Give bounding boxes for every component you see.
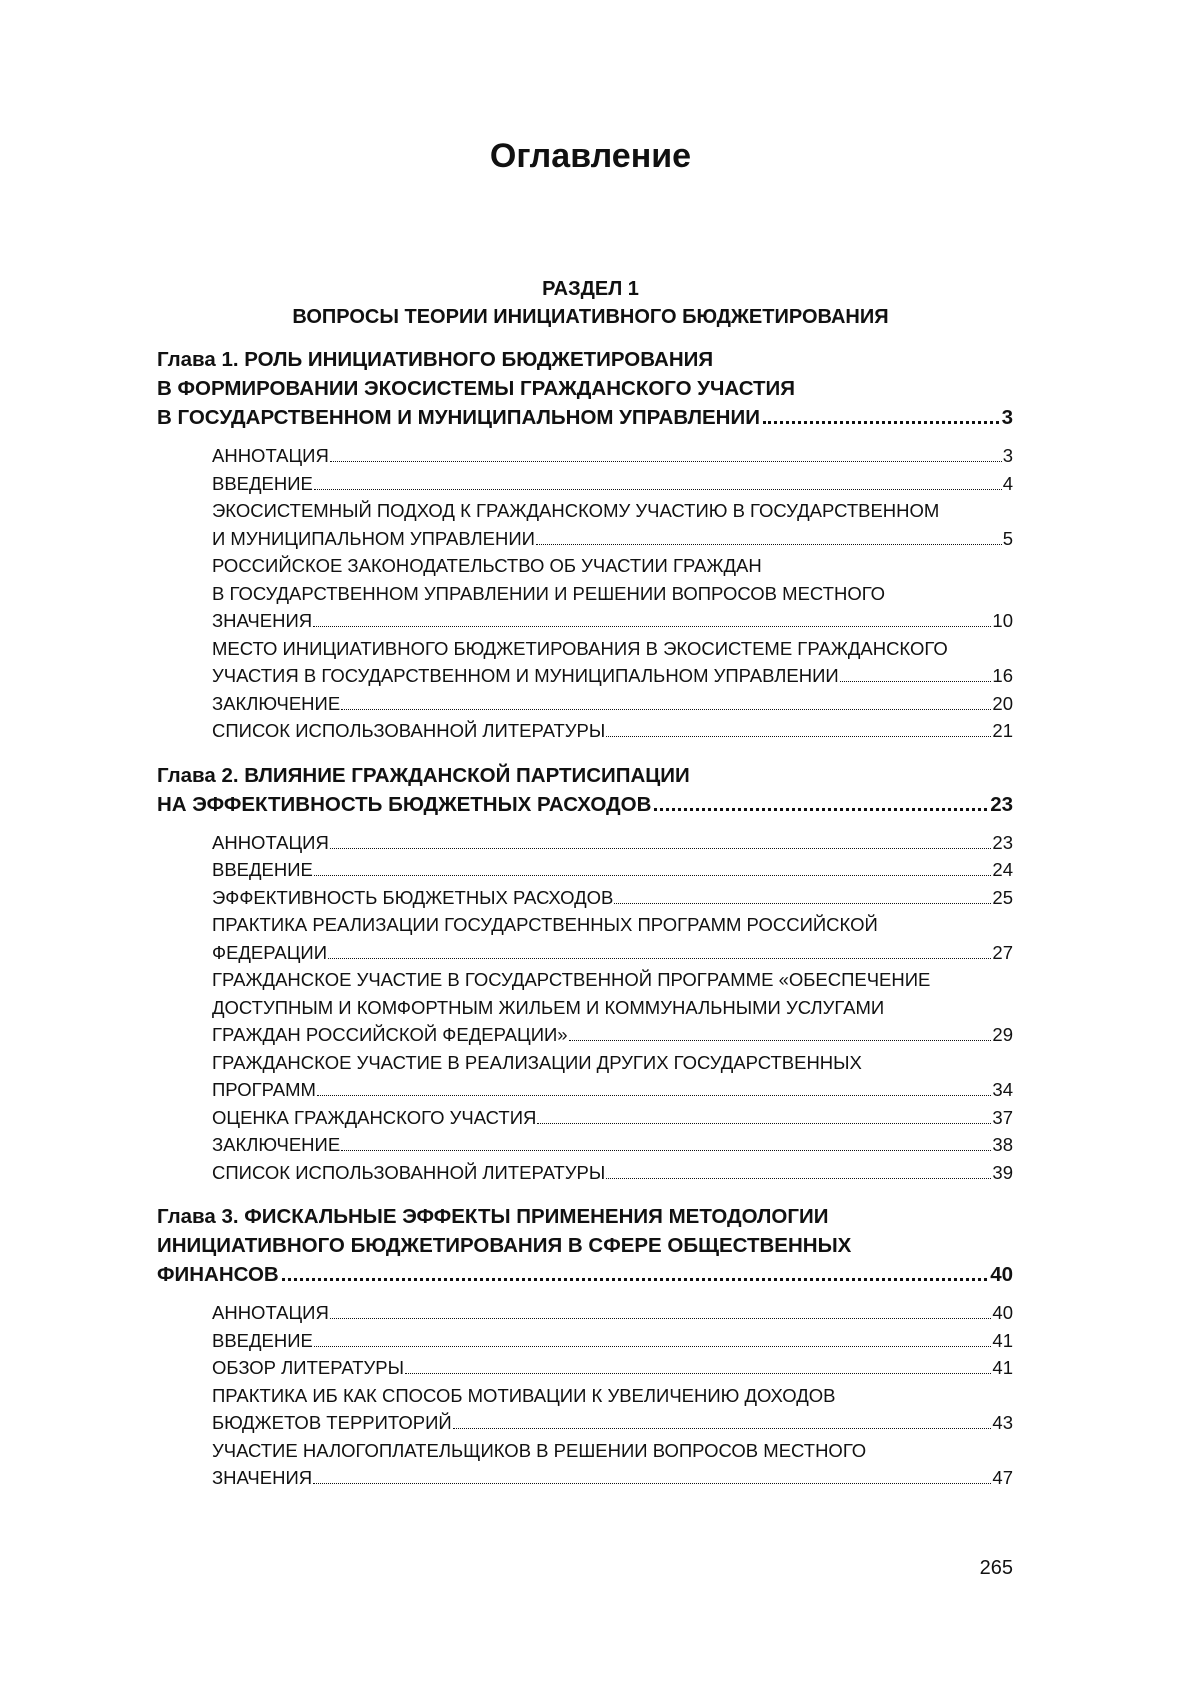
toc-entry-line: ПРАКТИКА РЕАЛИЗАЦИИ ГОСУДАРСТВЕННЫХ ПРОГРАММ РОССИЙСКОЙ xyxy=(212,914,878,935)
toc-entry-leader xyxy=(212,829,1013,857)
dot-leader xyxy=(614,903,991,904)
chapter-entries xyxy=(157,829,1013,1187)
chapter-title-line: Глава 1. РОЛЬ ИНИЦИАТИВНОГО БЮДЖЕТИРОВАНИЯ xyxy=(157,348,714,371)
toc-entry-leader xyxy=(212,1299,1013,1327)
toc-entry-page-number: 43 xyxy=(992,1412,1013,1433)
table-of-contents xyxy=(157,345,1013,1508)
toc-entry-leader xyxy=(212,1104,1013,1132)
toc-entry-page-number: 39 xyxy=(992,1161,1013,1183)
toc-entry-title: УЧАСТИЯ В ГОСУДАРСТВЕННОМ И МУНИЦИПАЛЬНОМ УПРАВЛЕНИИ xyxy=(212,665,839,686)
dot-leader xyxy=(330,848,992,849)
toc-entry-page-number: 21 xyxy=(992,720,1013,741)
dot-leader xyxy=(569,1040,992,1041)
dot-leader xyxy=(840,681,992,682)
chapter-title-line: ФИНАНСОВ xyxy=(157,1263,279,1286)
chapter-page-number: 40 xyxy=(990,1263,1013,1286)
toc-entry-page-number: 34 xyxy=(992,1079,1013,1100)
toc-entry-leader xyxy=(212,856,1013,884)
toc-entry-title: ЗНАЧЕНИЯ xyxy=(212,610,313,631)
toc-entry[interactable] xyxy=(212,470,1013,498)
chapter-title-leader[interactable] xyxy=(157,403,1013,432)
dot-leader xyxy=(453,1428,992,1429)
toc-entry-line: ПРАКТИКА ИБ КАК СПОСОБ МОТИВАЦИИ К УВЕЛИЧЕНИЮ ДОХОДОВ xyxy=(212,1384,836,1406)
toc-entry-leader xyxy=(212,1464,1013,1492)
toc-entry-title: АННОТАЦИЯ xyxy=(212,445,329,466)
toc-entry-title: ОБЗОР ЛИТЕРАТУРЫ xyxy=(212,1357,405,1378)
toc-entry-page-number: 27 xyxy=(992,941,1013,963)
dot-leader xyxy=(606,736,991,737)
toc-entry-line: УЧАСТИЕ НАЛОГОПЛАТЕЛЬЩИКОВ В РЕШЕНИИ ВОПРОСОВ МЕСТНОГО xyxy=(212,1439,867,1461)
chapter-title-line: Глава 3. ФИСКАЛЬНЫЕ ЭФФЕКТЫ ПРИМЕНЕНИЯ МЕТОДОЛОГИИ xyxy=(157,1205,829,1228)
dot-leader xyxy=(763,421,999,424)
toc-entry-title: ЗАКЛЮЧЕНИЕ xyxy=(212,1134,341,1155)
toc-entry-title: ЗНАЧЕНИЯ xyxy=(212,1467,313,1488)
toc-entry-line: ЭКОСИСТЕМНЫЙ ПОДХОД К ГРАЖДАНСКОМУ УЧАСТИЮ В ГОСУДАРСТВЕННОМ xyxy=(212,500,940,521)
dot-leader xyxy=(606,1178,991,1179)
toc-entry-leader xyxy=(212,607,1013,635)
toc-entry[interactable] xyxy=(212,1159,1013,1187)
dot-leader xyxy=(314,1346,992,1347)
toc-entry[interactable] xyxy=(212,717,1013,745)
chapter-title-leader[interactable] xyxy=(157,1260,1013,1289)
dot-leader xyxy=(405,1373,991,1374)
toc-entry[interactable] xyxy=(212,856,1013,884)
toc-entry-leader xyxy=(212,470,1013,498)
dot-leader xyxy=(282,1278,987,1281)
dot-leader xyxy=(330,461,1002,462)
toc-entry-title: ВВЕДЕНИЕ xyxy=(212,472,313,494)
toc-entry[interactable] xyxy=(212,911,1013,966)
chapter-title-line: Глава 2. ВЛИЯНИЕ ГРАЖДАНСКОЙ ПАРТИСИПАЦИИ xyxy=(157,763,690,787)
toc-entry[interactable] xyxy=(212,1354,1013,1382)
toc-entry-line: МЕСТО ИНИЦИАТИВНОГО БЮДЖЕТИРОВАНИЯ В ЭКОСИСТЕМЕ ГРАЖДАНСКОГО xyxy=(212,637,948,659)
toc-entry-line: ГРАЖДАНСКОЕ УЧАСТИЕ В ГОСУДАРСТВЕННОЙ ПРОГРАММЕ «ОБЕСПЕЧЕНИЕ xyxy=(212,969,931,990)
toc-entry-leader xyxy=(212,939,1013,967)
dot-leader xyxy=(314,875,992,876)
toc-entry-page-number: 5 xyxy=(1002,527,1013,549)
toc-entry[interactable] xyxy=(212,1437,1013,1492)
chapter xyxy=(157,761,1013,1187)
toc-entry-title: ГРАЖДАН РОССИЙСКОЙ ФЕДЕРАЦИИ» xyxy=(212,1024,568,1045)
toc-entry-title: АННОТАЦИЯ xyxy=(212,1302,329,1323)
dot-leader xyxy=(536,544,1002,545)
toc-entry-page-number: 10 xyxy=(992,610,1013,631)
toc-entry[interactable] xyxy=(212,1299,1013,1327)
chapter-title-line: В ФОРМИРОВАНИИ ЭКОСИСТЕМЫ ГРАЖДАНСКОГО УЧАСТИЯ xyxy=(157,377,796,400)
toc-entry-leader xyxy=(212,717,1013,745)
toc-entry-title: ВВЕДЕНИЕ xyxy=(212,1329,313,1351)
toc-entry-title: ФЕДЕРАЦИИ xyxy=(212,941,327,963)
toc-entry-page-number: 47 xyxy=(992,1467,1013,1488)
toc-entry-page-number: 38 xyxy=(992,1134,1013,1155)
toc-entry[interactable] xyxy=(212,690,1013,718)
section-title: ВОПРОСЫ ТЕОРИИ ИНИЦИАТИВНОГО БЮДЖЕТИРОВАНИЯ xyxy=(292,306,889,328)
toc-entry-leader xyxy=(212,525,1013,553)
toc-entry-line: В ГОСУДАРСТВЕННОМ УПРАВЛЕНИИ И РЕШЕНИИ ВОПРОСОВ МЕСТНОГО xyxy=(212,582,886,604)
toc-entry-leader xyxy=(212,1159,1013,1187)
dot-leader xyxy=(314,489,1002,490)
dot-leader xyxy=(654,808,987,811)
dot-leader xyxy=(313,626,991,627)
toc-entry[interactable] xyxy=(212,1382,1013,1437)
toc-entry-title: И МУНИЦИПАЛЬНОМ УПРАВЛЕНИИ xyxy=(212,527,535,549)
toc-entry-title: БЮДЖЕТОВ ТЕРРИТОРИЙ xyxy=(212,1412,452,1433)
page-number: 265 xyxy=(979,1557,1013,1579)
toc-entry-page-number: 3 xyxy=(1002,445,1013,466)
toc-entry-page-number: 29 xyxy=(992,1024,1013,1045)
chapter-entries xyxy=(157,442,1013,745)
toc-entry-page-number: 16 xyxy=(992,665,1013,686)
toc-entry-title: СПИСОК ИСПОЛЬЗОВАННОЙ ЛИТЕРАТУРЫ xyxy=(212,1161,606,1183)
dot-leader xyxy=(341,709,991,710)
chapter-title-line: В ГОСУДАРСТВЕННОМ И МУНИЦИПАЛЬНОМ УПРАВЛЕНИИ xyxy=(157,406,760,429)
dot-leader xyxy=(330,1318,992,1319)
page-title: Оглавление xyxy=(489,137,692,175)
toc-entry-leader xyxy=(212,1076,1013,1104)
chapter-title-line: НА ЭФФЕКТИВНОСТЬ БЮДЖЕТНЫХ РАСХОДОВ xyxy=(157,792,652,816)
toc-entry[interactable] xyxy=(212,1327,1013,1355)
toc-entry-leader xyxy=(212,1021,1013,1049)
toc-entry-page-number: 23 xyxy=(992,831,1013,853)
toc-entry-leader xyxy=(212,690,1013,718)
toc-entry-line: ГРАЖДАНСКОЕ УЧАСТИЕ В РЕАЛИЗАЦИИ ДРУГИХ ГОСУДАРСТВЕННЫХ xyxy=(212,1051,862,1073)
chapter-page-number: 23 xyxy=(990,792,1013,816)
section-label: РАЗДЕЛ 1 xyxy=(542,278,639,300)
dot-leader xyxy=(537,1123,991,1124)
toc-entry-page-number: 25 xyxy=(992,886,1013,908)
toc-entry-page-number: 41 xyxy=(992,1357,1013,1378)
toc-entry-title: АННОТАЦИЯ xyxy=(212,831,329,853)
toc-entry-line: РОССИЙСКОЕ ЗАКОНОДАТЕЛЬСТВО ОБ УЧАСТИИ ГРАЖДАН xyxy=(212,555,762,576)
toc-entry-title: ВВЕДЕНИЕ xyxy=(212,859,313,880)
toc-entry[interactable] xyxy=(212,442,1013,470)
chapter-entries xyxy=(157,1299,1013,1492)
dot-leader xyxy=(317,1095,992,1096)
dot-leader xyxy=(328,958,991,959)
toc-entry-page-number: 40 xyxy=(992,1302,1013,1323)
toc-entry[interactable] xyxy=(212,1049,1013,1104)
toc-entry-leader xyxy=(212,884,1013,912)
toc-entry-leader xyxy=(212,1131,1013,1159)
toc-entry-title: ПРОГРАММ xyxy=(212,1079,316,1100)
toc-entry[interactable] xyxy=(212,1131,1013,1159)
dot-leader xyxy=(313,1483,991,1484)
dot-leader xyxy=(341,1150,991,1151)
toc-entry-title: СПИСОК ИСПОЛЬЗОВАННОЙ ЛИТЕРАТУРЫ xyxy=(212,720,606,741)
toc-entry[interactable] xyxy=(212,829,1013,857)
toc-entry[interactable] xyxy=(212,884,1013,912)
toc-entry-leader xyxy=(212,1354,1013,1382)
toc-entry-leader xyxy=(212,1409,1013,1437)
toc-entry-leader xyxy=(212,442,1013,470)
toc-entry[interactable] xyxy=(212,966,1013,1049)
toc-entry-leader xyxy=(212,662,1013,690)
toc-entry[interactable] xyxy=(212,635,1013,690)
chapter-title-line: ИНИЦИАТИВНОГО БЮДЖЕТИРОВАНИЯ В СФЕРЕ ОБЩЕСТВЕННЫХ xyxy=(157,1234,852,1257)
toc-entry[interactable] xyxy=(212,1104,1013,1132)
toc-entry-title: ЭФФЕКТИВНОСТЬ БЮДЖЕТНЫХ РАСХОДОВ xyxy=(212,886,614,908)
chapter xyxy=(157,1202,1013,1492)
toc-entry[interactable] xyxy=(212,552,1013,635)
chapter-page-number: 3 xyxy=(1001,406,1013,429)
toc-entry-page-number: 41 xyxy=(992,1329,1013,1351)
toc-entry-page-number: 37 xyxy=(992,1106,1013,1128)
toc-entry-page-number: 24 xyxy=(992,859,1013,880)
chapter xyxy=(157,345,1013,745)
toc-entry-page-number: 4 xyxy=(1002,472,1013,494)
toc-entry[interactable] xyxy=(212,497,1013,552)
chapter-title-leader[interactable] xyxy=(157,790,1013,819)
toc-entry-leader xyxy=(212,1327,1013,1355)
toc-entry-title: ЗАКЛЮЧЕНИЕ xyxy=(212,692,341,714)
toc-entry-line: ДОСТУПНЫМ И КОМФОРТНЫМ ЖИЛЬЕМ И КОММУНАЛЬНЫМИ УСЛУГАМИ xyxy=(212,996,885,1018)
toc-entry-page-number: 20 xyxy=(992,692,1013,714)
toc-entry-title: ОЦЕНКА ГРАЖДАНСКОГО УЧАСТИЯ xyxy=(212,1106,537,1128)
